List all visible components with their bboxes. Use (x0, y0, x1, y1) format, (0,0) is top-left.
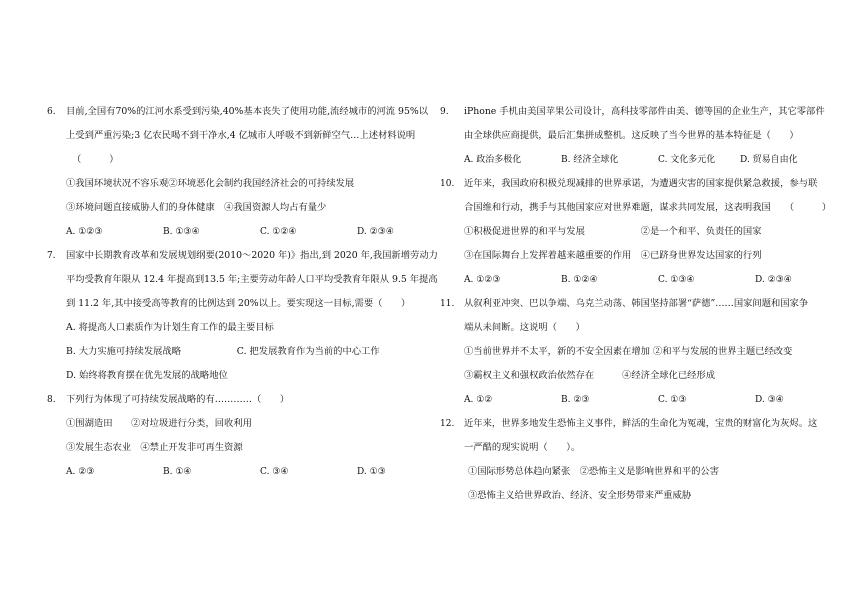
statement-line: ①围湖造田 ②对垃圾进行分类，回收利用 (66, 418, 252, 429)
option-c[interactable]: C. ①②④ (260, 227, 297, 237)
option-c[interactable]: C. 文化多元化 (658, 155, 716, 165)
option-d[interactable]: D. ②③④ (357, 227, 394, 237)
option-b[interactable]: B. ①④ (163, 467, 192, 477)
option-d[interactable]: D. 贸易自由化 (740, 155, 798, 165)
question-body (464, 100, 825, 172)
options-row (66, 220, 427, 244)
options-row (464, 268, 825, 292)
question-9 (440, 100, 825, 172)
question-stem-line: 上受到严重污染;3 亿农民喝不到干净水,4 亿城市人呼吸不到新鲜空气…上述材料说明 (66, 130, 416, 141)
option-b[interactable]: B. ①②④ (561, 275, 598, 285)
question-number: 6. (47, 107, 56, 117)
options-row (464, 148, 825, 172)
question-body (66, 388, 427, 484)
option-a[interactable]: A. 政治多极化 (464, 155, 522, 165)
question-8 (47, 388, 427, 484)
statement-line: ③发展生态农业 ④禁止开发非可再生资源 (66, 442, 243, 453)
option-a[interactable]: A. ①②③ (66, 227, 103, 237)
option-c[interactable]: C. ①③④ (658, 275, 695, 285)
question-7 (47, 244, 438, 388)
question-body (66, 244, 438, 388)
question-stem-line: 近年来，世界多地发生恐怖主义事件，鲜活的生命化为冤魂，宝贵的财富化为灰烬。这 (464, 418, 818, 429)
option-b[interactable]: B. ①③④ (163, 227, 200, 237)
question-body (464, 292, 825, 412)
option-a[interactable]: A. ②③ (66, 467, 95, 477)
option-d[interactable]: D. ③④ (755, 395, 784, 405)
option-d[interactable]: D. ①③ (357, 467, 386, 477)
question-body (464, 172, 832, 292)
option-line[interactable]: A. 将提高人口素质作为计划生育工作的最主要目标 (66, 322, 274, 333)
statement-line: ①国际形势总体趋向紧张 ②恐怖主义是影响世界和平的公害 (468, 466, 720, 477)
statement-line: ③霸权主义和强权政治依然存在 ④经济全球化已经形成 (464, 370, 716, 381)
options-row (66, 460, 427, 484)
question-number: 11. (440, 299, 455, 309)
question-stem-line: 下列行为体现了可持续发展战略的有…………（ ） (66, 394, 290, 405)
question-stem-line: 从叙利亚冲突、巴以争端、乌克兰动荡、韩国坚持部署“萨德”……国家间题和国家争 (464, 298, 809, 309)
option-c[interactable]: C. ③④ (260, 467, 289, 477)
question-stem-line: 一严酷的现实说明（ ）。 (464, 442, 581, 453)
question-number: 12. (440, 419, 455, 429)
question-12 (440, 412, 825, 508)
question-11 (440, 292, 825, 412)
option-b[interactable]: B. ②③ (561, 395, 590, 405)
question-body (66, 100, 427, 244)
question-stem-line: 目前,全国有70%的江河水系受到污染,40%基本丧失了使用功能,流经城市的河流 95%以 (66, 106, 429, 117)
question-6 (47, 100, 427, 244)
statement-line: ③在国际舞台上发挥着越来越重要的作用 ④已跻身世界发达国家的行列 (464, 250, 762, 261)
question-stem-line: 端从未间断。这说明（ ） (464, 322, 585, 333)
question-stem-line: 平均受教育年限从 12.4 年提高到13.5 年;主要劳动年龄人口平均受教育年限从 9.5 年提高 (66, 274, 438, 285)
question-stem-line: 国家中长期教育改革和发展规划纲要(2010～2020 年)》指出,到 2020 年,我国新增劳动力 (66, 250, 438, 261)
left-column (47, 100, 438, 484)
option-line[interactable]: B. 大力实施可持续发展战略 C. 把发展教育作为当前的中心工作 (66, 346, 380, 357)
right-column (440, 100, 832, 508)
statement-line: ①我国环境状况不容乐观②环境恶化会制约我国经济社会的可持续发展 (66, 178, 355, 189)
statement-line: ①积极促进世界的和平与发展 ②是一个和平、负责任的国家 (464, 226, 762, 237)
statement-line: ③恐怖主义给世界政治、经济、安全形势带来严重威胁 (468, 490, 692, 501)
option-a[interactable]: A. ①② (464, 395, 493, 405)
options-row (464, 388, 825, 412)
option-c[interactable]: C. ①③ (658, 395, 687, 405)
option-b[interactable]: B. 经济全球化 (561, 155, 619, 165)
question-stem-line: 近年来，我国政府积极兑现减排的世界承诺，为遭遇灾害的国家提供紧急救援，参与联 (464, 178, 818, 189)
question-body (464, 412, 825, 508)
statement-line: ③环境问题直接威胁人们的身体健康 ④我国资源人均占有量少 (66, 202, 327, 213)
question-stem-line: 到 11.2 年,其中接受高等教育的比例达到 20%以上。要实现这一目标,需要（ ） (66, 298, 411, 309)
question-number: 7. (47, 251, 56, 261)
question-stem-line: iPhone 手机由美国苹果公司设计，高科技零部件由美、德等国的企业生产，其它零部件 (464, 106, 825, 117)
option-a[interactable]: A. ①②③ (464, 275, 501, 285)
option-d[interactable]: D. ②③④ (755, 275, 792, 285)
question-number: 10. (440, 179, 455, 189)
question-number: 9. (440, 107, 449, 117)
question-number: 8. (47, 395, 56, 405)
answer-blank: （ ） (72, 154, 119, 165)
question-stem-line: 由全球供应商提供，最后汇集拼成整机。这反映了当今世界的基本特征是（ ） (464, 130, 799, 141)
option-line[interactable]: D. 始终将教育摆在优先发展的战略地位 (66, 370, 228, 381)
statement-line: ①当前世界并不太平，新的不安全因素在增加 ②和平与发展的世界主题已经改变 (464, 346, 793, 357)
question-stem-line: 合国维和行动，携手与其他国家应对世界难题，谋求共同发展，这表明我国 （ ） (464, 202, 832, 213)
question-10 (440, 172, 832, 292)
